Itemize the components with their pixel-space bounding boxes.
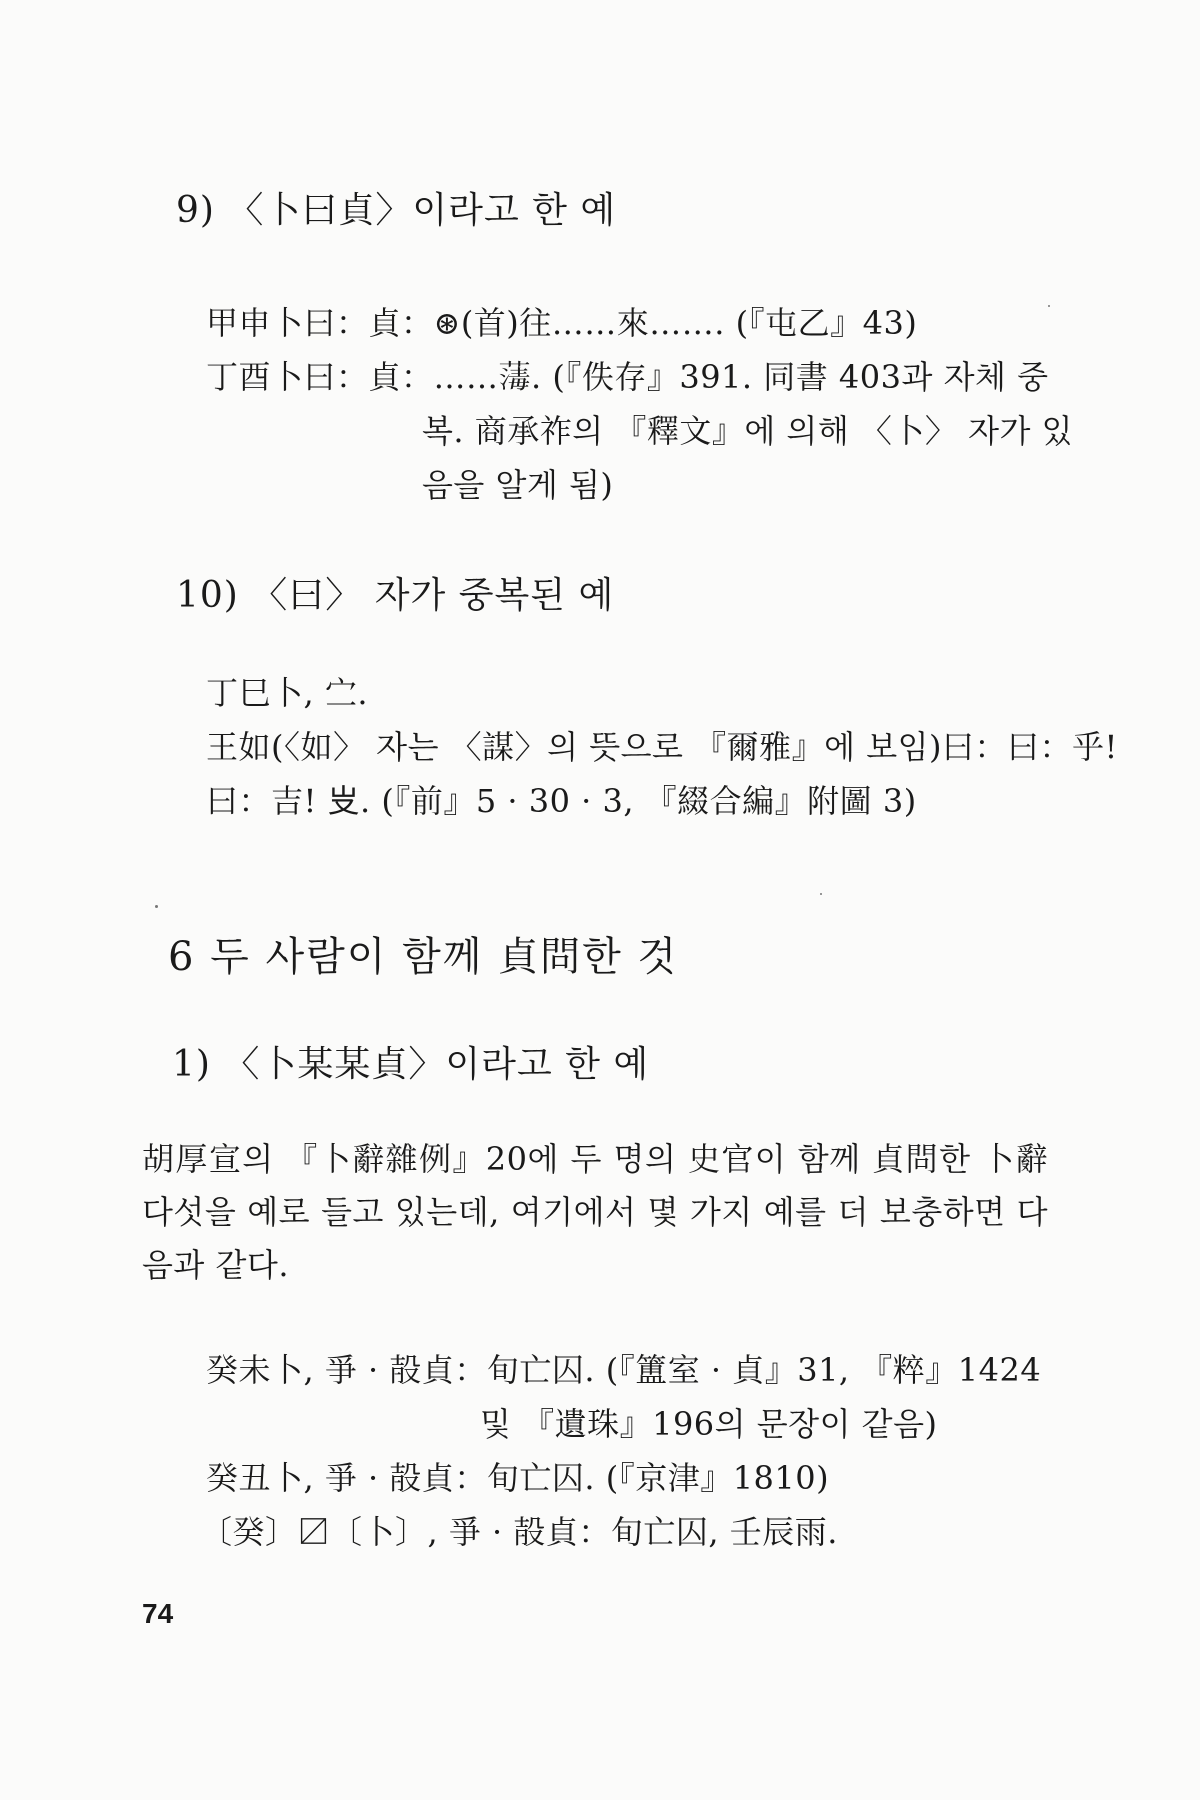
example-line: 丁巳卜, 㝉. [206,674,369,712]
example-line: 王如(〈如〉 자는 〈謀〉의 뜻으로 『爾雅』에 보임)曰：曰：乎! [206,728,1118,766]
scan-speck [155,905,158,908]
section-9-heading: 9) 〈卜曰貞〉이라고 한 예 [176,190,617,231]
scan-speck [820,893,822,895]
scan-speck [1048,305,1050,307]
example-line: 癸未卜, 爭 · 㱿貞：旬亡囚. (『簠室 · 貞』31, 『粹』1424 [206,1351,1042,1389]
section-1-heading: 1) 〈卜某某貞〉이라고 한 예 [172,1044,650,1085]
example-continuation: 및 『遺珠』196의 문장이 같음) [480,1405,938,1443]
section-10-heading: 10) 〈曰〉 자가 중복된 예 [176,575,615,616]
chapter-6-heading: 6 두 사람이 함께 貞問한 것 [168,934,679,980]
example-continuation: 복. 商承祚의 『釋文』에 의해 〈卜〉 자가 있 [422,412,1074,450]
body-paragraph: 胡厚宣의 『卜辭雜例』20에 두 명의 史官이 함께 貞問한 卜辭 다섯을 예로 들고 있는데, 여기에서 몇 가지 예를 더 보충하면 다음과 같다. [142,1140,1048,1284]
example-line: 癸丑卜, 爭 · 㱿貞：旬亡囚. (『京津』1810) [206,1459,830,1497]
page-number: 74 [142,1598,174,1629]
example-line: 〔癸〕〼〔卜〕, 爭 · 㱿貞：旬亡囚, 壬辰雨. [200,1513,838,1551]
example-line: 曰：吉! 𠬢. (『前』5 · 30 · 3, 『綴合編』附圖 3) [206,782,917,820]
example-line: 甲申卜曰：貞：⊛(首)往……來……. (『屯乙』43) [206,304,918,342]
example-continuation: 음을 알게 됨) [422,466,614,504]
example-line: 丁酉卜曰：貞：……𦺇. (『佚存』391. 同書 403과 자체 중 [206,358,1049,396]
